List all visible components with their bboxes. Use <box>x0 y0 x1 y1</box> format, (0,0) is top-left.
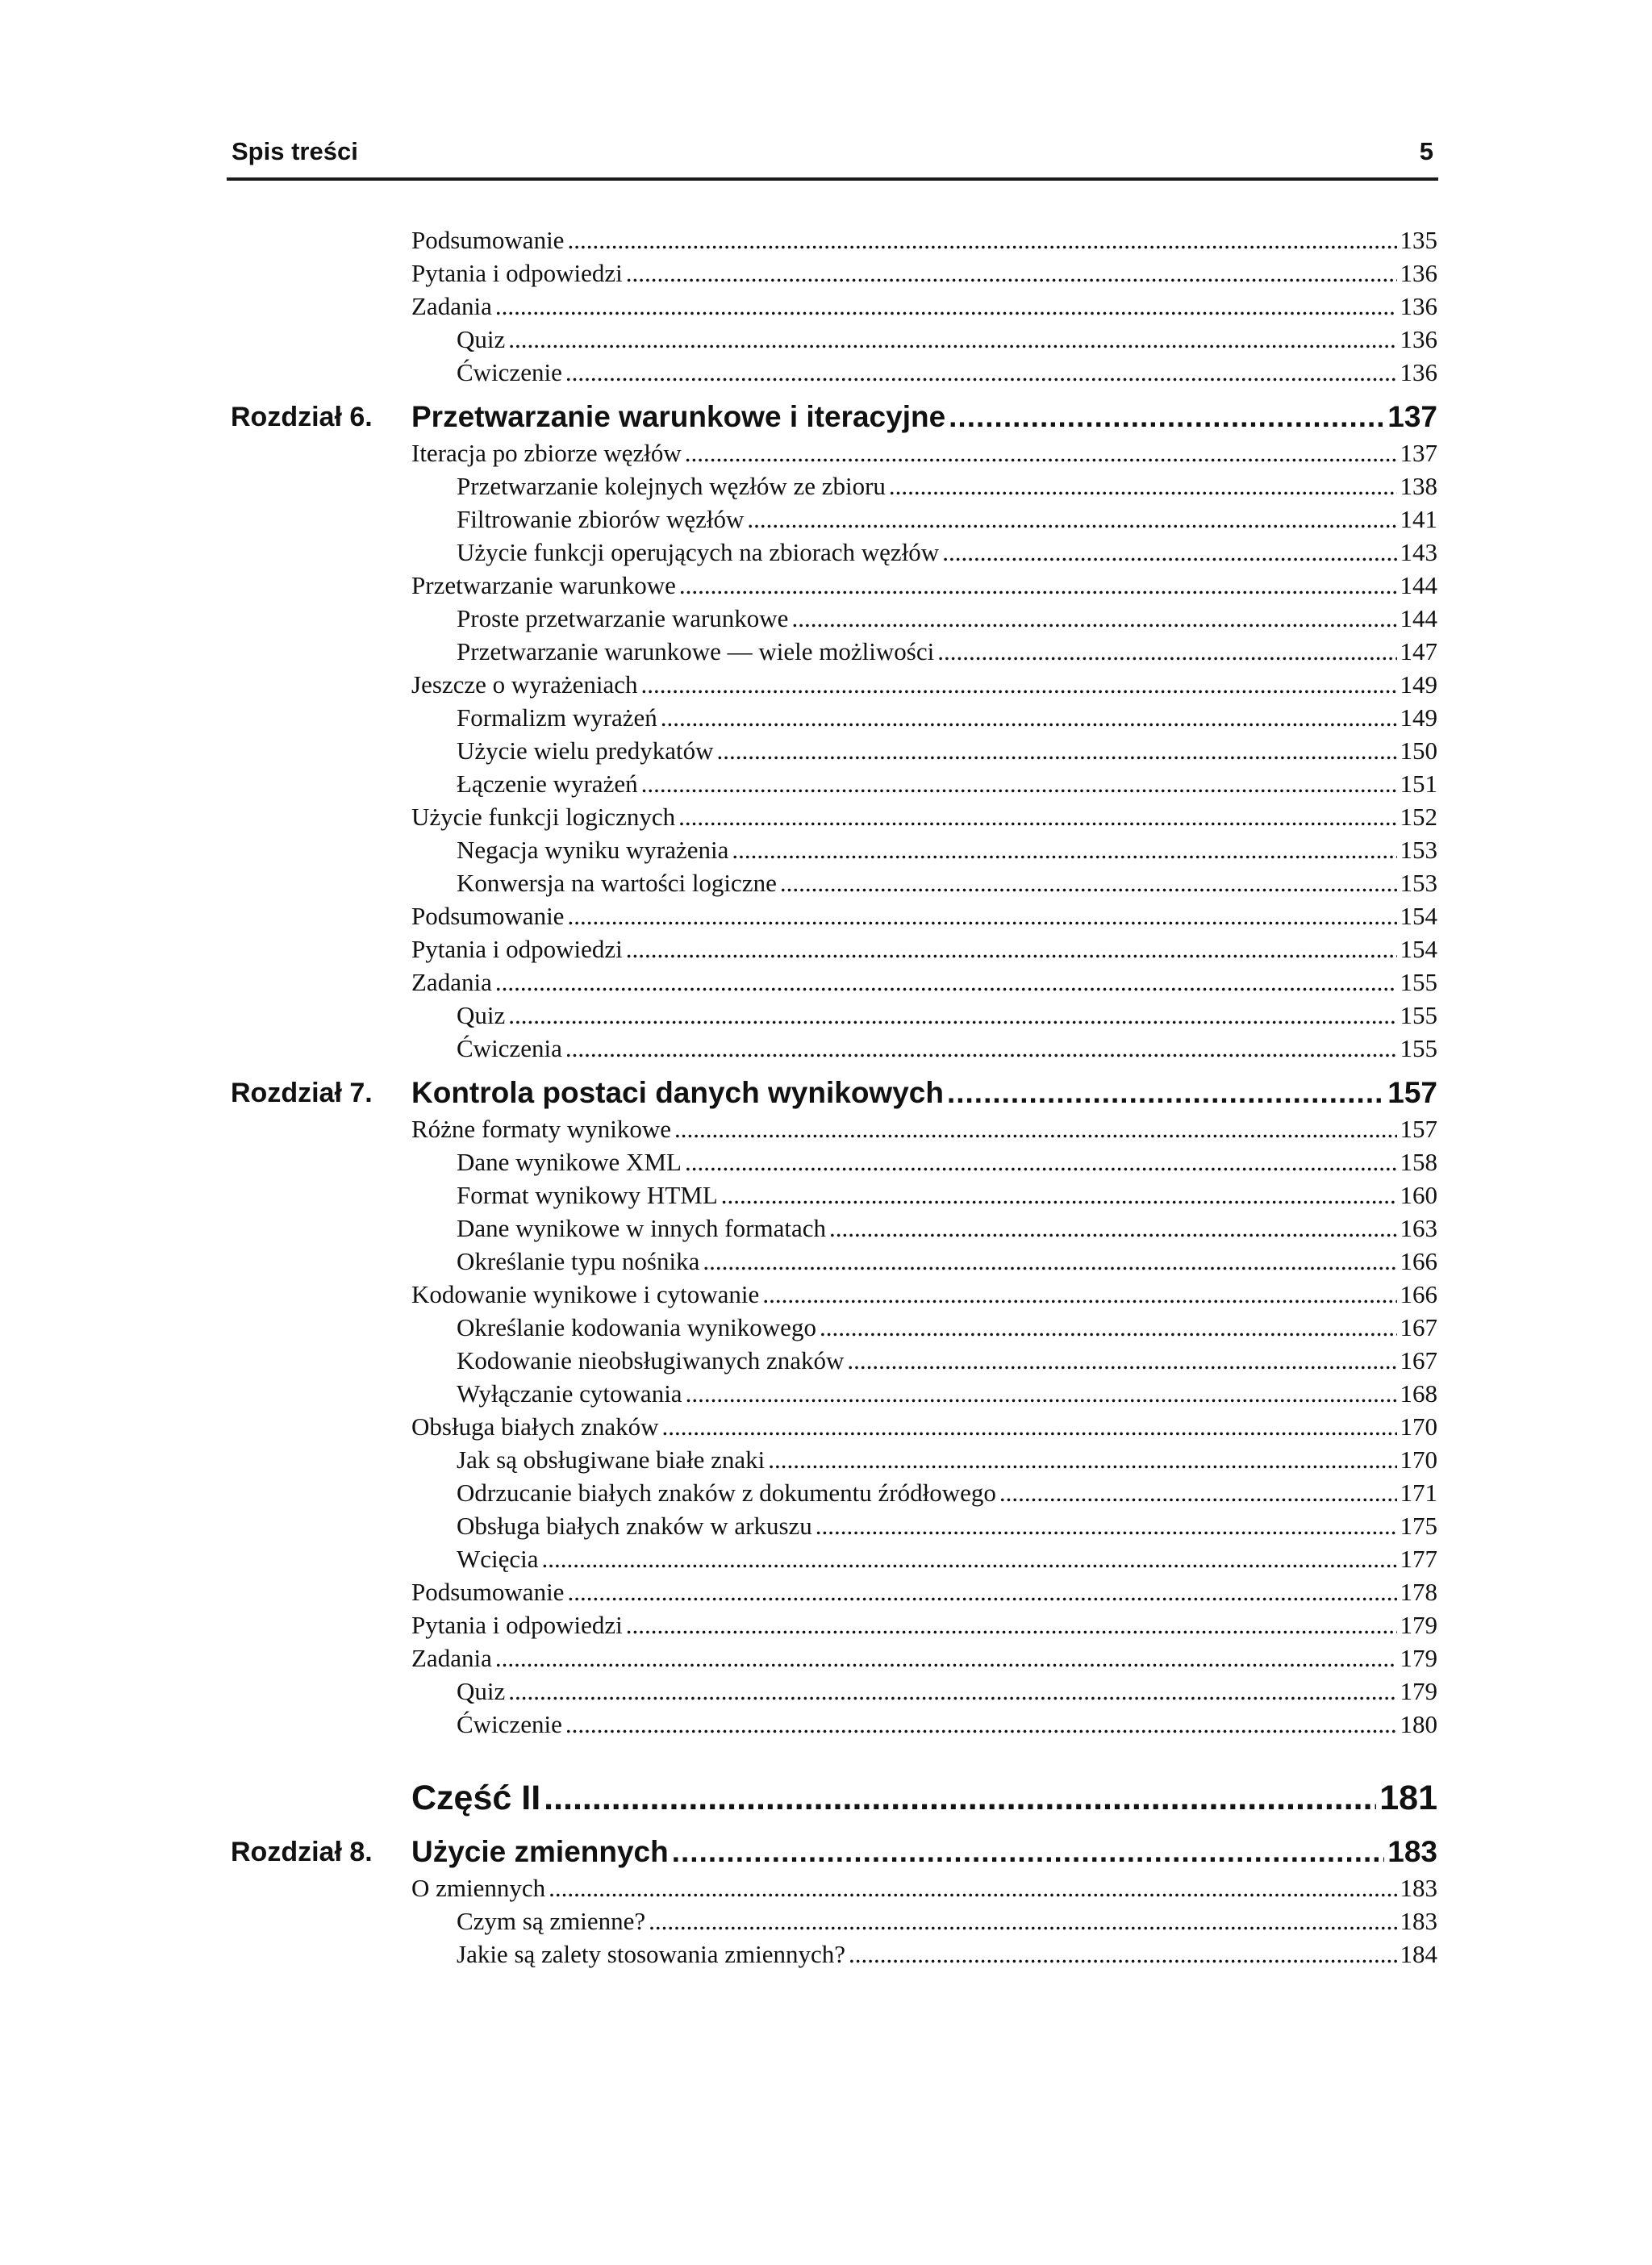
toc-entry-title: Wcięcia <box>457 1545 539 1573</box>
dot-leader <box>829 1214 1397 1243</box>
toc-entry <box>0 1343 1652 1376</box>
toc-entry-title: Pytania i odpowiedzi <box>411 259 623 287</box>
toc-entry-title: Obsługa białych znaków w arkuszu <box>457 1512 812 1540</box>
toc-entry-page: 136 <box>1400 292 1437 320</box>
toc-entry <box>0 535 1652 568</box>
toc-entry-title: Kontrola postaci danych wynikowych <box>411 1076 944 1109</box>
toc-entry <box>0 1608 1652 1641</box>
toc-entry-title: Pytania i odpowiedzi <box>411 1611 623 1639</box>
toc-entry <box>0 799 1652 832</box>
toc-entry-title: Iteracja po zbiorze węzłów <box>411 439 682 467</box>
toc-entry <box>0 1310 1652 1343</box>
toc-entry <box>0 1508 1652 1541</box>
toc-entry <box>0 998 1652 1031</box>
toc-entry <box>0 1145 1652 1178</box>
dot-leader <box>661 703 1397 732</box>
page-header <box>227 136 1438 181</box>
toc-entry-page: 137 <box>1400 439 1437 467</box>
dot-leader <box>508 325 1396 354</box>
toc-entry-page: 160 <box>1400 1181 1437 1209</box>
toc-entry-page: 157 <box>1387 1076 1437 1109</box>
toc-entry <box>0 832 1652 866</box>
dot-leader <box>678 803 1396 832</box>
toc-entry-title: Jak są obsługiwane białe znaki <box>457 1445 766 1474</box>
dot-leader <box>703 1247 1396 1276</box>
toc-entry <box>0 1871 1652 1904</box>
toc-entry-page: 153 <box>1400 836 1437 864</box>
toc-entry-page: 153 <box>1400 869 1437 897</box>
toc-entry <box>0 568 1652 601</box>
dot-leader <box>762 1280 1396 1309</box>
toc-entry-page: 136 <box>1400 325 1437 353</box>
toc-entry <box>0 1442 1652 1475</box>
toc-entry-page: 144 <box>1400 571 1437 599</box>
toc-entry <box>0 256 1652 289</box>
toc-entry-title: Łączenie wyrażeń <box>457 770 638 798</box>
dot-leader <box>567 226 1396 255</box>
toc-entry <box>0 1031 1652 1064</box>
dot-leader <box>820 1313 1397 1342</box>
dot-leader <box>626 259 1397 288</box>
toc-entry-title: Przetwarzanie warunkowe — wiele możliwości <box>457 637 935 665</box>
toc-entry-title: Dane wynikowe XML <box>457 1148 682 1176</box>
dot-leader <box>661 1412 1396 1441</box>
toc-chapter <box>0 1835 1652 1871</box>
dot-leader <box>816 1512 1397 1541</box>
toc-entry <box>0 355 1652 388</box>
toc-entry-page: 171 <box>1400 1479 1437 1507</box>
toc-entry <box>0 866 1652 899</box>
toc-entry-page: 163 <box>1400 1214 1437 1242</box>
dot-leader <box>679 571 1397 600</box>
toc-part <box>0 1779 1652 1821</box>
toc-entry-title: Konwersja na wartości logiczne <box>457 869 777 897</box>
chapter-label: Rozdział 7. <box>231 1078 373 1108</box>
toc-entry <box>0 1541 1652 1575</box>
toc-entry <box>0 766 1652 799</box>
toc-entry-title: Wyłączanie cytowania <box>457 1379 682 1408</box>
dot-leader <box>508 1677 1396 1706</box>
toc-entry <box>0 601 1652 634</box>
toc-entry-title: Użycie funkcji operujących na zbiorach węzłów <box>457 538 940 566</box>
toc-entry-page: 151 <box>1400 770 1437 798</box>
toc-entry <box>0 634 1652 667</box>
toc-entry-page: 155 <box>1400 968 1437 996</box>
toc-entry-page: 137 <box>1387 400 1437 433</box>
dot-leader <box>937 637 1396 666</box>
toc-entry-page: 166 <box>1400 1280 1437 1308</box>
toc-entry-page: 175 <box>1400 1512 1437 1540</box>
dot-leader <box>626 935 1397 964</box>
dot-leader <box>626 1611 1397 1640</box>
toc-entry-title: Dane wynikowe w innych formatach <box>457 1214 826 1242</box>
dot-leader <box>567 902 1396 931</box>
toc-entry-title: Filtrowanie zbiorów węzłów <box>457 505 745 533</box>
table-of-contents <box>0 223 1652 1970</box>
toc-entry <box>0 1211 1652 1244</box>
toc-entry-page: 168 <box>1400 1379 1437 1408</box>
dot-leader <box>565 1710 1397 1739</box>
dot-leader <box>768 1445 1396 1475</box>
dot-leader <box>889 472 1397 501</box>
dot-leader <box>565 358 1397 387</box>
chapter-label: Rozdział 8. <box>231 1837 373 1867</box>
toc-entry-page: 178 <box>1400 1578 1437 1606</box>
dot-leader <box>717 736 1397 765</box>
dot-leader <box>565 1034 1397 1063</box>
toc-entry-page: 135 <box>1400 226 1437 254</box>
toc-entry-title: Odrzucanie białych znaków z dokumentu źródłowego <box>457 1479 996 1507</box>
dot-leader <box>544 1779 1376 1818</box>
toc-entry-title: Ćwiczenie <box>457 358 562 386</box>
toc-entry-page: 179 <box>1400 1611 1437 1639</box>
toc-entry-title: Określanie typu nośnika <box>457 1247 700 1275</box>
toc-entry-title: O zmiennych <box>411 1874 546 1902</box>
toc-entry-title: Format wynikowy HTML <box>457 1181 718 1209</box>
toc-entry <box>0 322 1652 355</box>
toc-entry-page: 158 <box>1400 1148 1437 1176</box>
toc-entry-title: Quiz <box>457 1001 506 1029</box>
dot-leader <box>641 770 1397 799</box>
dot-leader <box>685 439 1397 468</box>
dot-leader <box>567 1578 1396 1607</box>
toc-entry-page: 155 <box>1400 1001 1437 1029</box>
toc-entry <box>0 700 1652 733</box>
toc-entry-title: Ćwiczenia <box>457 1034 562 1062</box>
toc-entry-title: Pytania i odpowiedzi <box>411 935 623 963</box>
toc-entry <box>0 932 1652 965</box>
dot-leader <box>674 1115 1397 1144</box>
toc-entry-title: Kodowanie wynikowe i cytowanie <box>411 1280 760 1308</box>
chapter-label: Rozdział 6. <box>231 402 373 432</box>
toc-entry-page: 143 <box>1400 538 1437 566</box>
toc-entry-title: Zadania <box>411 292 492 320</box>
toc-entry-title: Kodowanie nieobsługiwanych znaków <box>457 1346 845 1374</box>
toc-entry-title: Użycie funkcji logicznych <box>411 803 676 831</box>
toc-entry <box>0 1409 1652 1442</box>
toc-entry-title: Przetwarzanie kolejnych węzłów ze zbioru <box>457 472 886 500</box>
toc-entry-title: Podsumowanie <box>411 902 565 930</box>
toc-entry <box>0 1575 1652 1608</box>
toc-entry-title: Zadania <box>411 1644 492 1672</box>
page-number: 5 <box>1419 137 1433 165</box>
toc-entry-title: Obsługa białych znaków <box>411 1412 659 1441</box>
toc-entry-page: 138 <box>1400 472 1437 500</box>
dot-leader <box>942 538 1396 567</box>
toc-entry-page: 179 <box>1400 1677 1437 1705</box>
toc-entry-page: 157 <box>1400 1115 1437 1143</box>
dot-leader <box>685 1148 1397 1177</box>
toc-entry-title: Jakie są zalety stosowania zmiennych? <box>457 1940 846 1968</box>
dot-leader <box>732 836 1396 865</box>
toc-entry-page: 167 <box>1400 1313 1437 1341</box>
toc-entry-title: Quiz <box>457 1677 506 1705</box>
dot-leader <box>641 670 1397 699</box>
toc-entry <box>0 1641 1652 1674</box>
toc-entry-page: 149 <box>1400 703 1437 732</box>
toc-entry-page: 170 <box>1400 1412 1437 1441</box>
toc-entry-page: 154 <box>1400 902 1437 930</box>
toc-entry-page: 181 <box>1379 1779 1437 1817</box>
toc-entry-title: Użycie wielu predykatów <box>457 736 714 765</box>
toc-entry-page: 183 <box>1387 1835 1437 1868</box>
running-title: Spis treści <box>232 137 358 165</box>
toc-entry-title: Różne formaty wynikowe <box>411 1115 671 1143</box>
dot-leader <box>780 869 1397 898</box>
toc-entry <box>0 899 1652 932</box>
dot-leader <box>849 1940 1396 1969</box>
toc-entry-page: 183 <box>1400 1907 1437 1935</box>
toc-entry <box>0 289 1652 322</box>
toc-entry-title: Podsumowanie <box>411 1578 565 1606</box>
toc-entry-title: Formalizm wyrażeń <box>457 703 657 732</box>
toc-entry-page: 184 <box>1400 1940 1437 1968</box>
toc-entry <box>0 223 1652 256</box>
dot-leader <box>495 1644 1397 1673</box>
toc-entry-title: Jeszcze o wyrażeniach <box>411 670 638 699</box>
toc-entry <box>0 1376 1652 1409</box>
toc-entry <box>0 1937 1652 1970</box>
dot-leader <box>686 1379 1397 1408</box>
dot-leader <box>508 1001 1396 1030</box>
toc-entry <box>0 965 1652 998</box>
dot-leader <box>791 604 1396 633</box>
toc-entry-title: Część II <box>411 1779 541 1817</box>
toc-entry-title: Użycie zmiennych <box>411 1835 669 1868</box>
toc-entry <box>0 1904 1652 1937</box>
dot-leader <box>999 1479 1397 1508</box>
dot-leader <box>747 505 1396 534</box>
dot-leader <box>649 1907 1396 1936</box>
toc-entry <box>0 1244 1652 1277</box>
toc-entry-page: 177 <box>1400 1545 1437 1573</box>
toc-entry <box>0 733 1652 766</box>
dot-leader <box>721 1181 1397 1210</box>
toc-entry <box>0 1475 1652 1508</box>
toc-entry-title: Przetwarzanie warunkowe <box>411 571 676 599</box>
toc-entry-page: 136 <box>1400 358 1437 386</box>
toc-entry-page: 152 <box>1400 803 1437 831</box>
toc-entry-title: Quiz <box>457 325 506 353</box>
toc-entry-page: 166 <box>1400 1247 1437 1275</box>
toc-entry-title: Negacja wyniku wyrażenia <box>457 836 729 864</box>
dot-leader <box>542 1545 1397 1574</box>
toc-entry <box>0 436 1652 469</box>
toc-entry-title: Czym są zmienne? <box>457 1907 646 1935</box>
toc-entry-page: 179 <box>1400 1644 1437 1672</box>
toc-entry-page: 136 <box>1400 259 1437 287</box>
toc-entry-page: 150 <box>1400 736 1437 765</box>
dot-leader <box>949 400 1384 434</box>
toc-entry <box>0 1277 1652 1310</box>
toc-chapter <box>0 400 1652 436</box>
toc-entry-title: Określanie kodowania wynikowego <box>457 1313 816 1341</box>
dot-leader <box>672 1835 1385 1869</box>
toc-entry-page: 154 <box>1400 935 1437 963</box>
toc-entry-page: 149 <box>1400 670 1437 699</box>
toc-chapter <box>0 1076 1652 1112</box>
toc-entry-page: 144 <box>1400 604 1437 632</box>
toc-entry-title: Ćwiczenie <box>457 1710 562 1738</box>
toc-entry-page: 147 <box>1400 637 1437 665</box>
toc-entry <box>0 1674 1652 1707</box>
toc-entry <box>0 1707 1652 1740</box>
toc-entry-title: Podsumowanie <box>411 226 565 254</box>
dot-leader <box>495 292 1397 321</box>
toc-entry <box>0 469 1652 502</box>
toc-entry-page: 155 <box>1400 1034 1437 1062</box>
toc-entry-page: 167 <box>1400 1346 1437 1374</box>
toc-entry-page: 141 <box>1400 505 1437 533</box>
dot-leader <box>947 1076 1384 1110</box>
toc-entry-title: Przetwarzanie warunkowe i iteracyjne <box>411 400 946 433</box>
toc-entry-title: Zadania <box>411 968 492 996</box>
toc-entry <box>0 502 1652 535</box>
toc-entry-page: 180 <box>1400 1710 1437 1738</box>
toc-entry-title: Proste przetwarzanie warunkowe <box>457 604 789 632</box>
toc-entry-page: 183 <box>1400 1874 1437 1902</box>
dot-leader <box>495 968 1397 997</box>
dot-leader <box>847 1346 1396 1375</box>
toc-entry-page: 170 <box>1400 1445 1437 1474</box>
dot-leader <box>549 1874 1396 1903</box>
toc-entry <box>0 1112 1652 1145</box>
toc-entry <box>0 1178 1652 1211</box>
toc-entry <box>0 667 1652 700</box>
